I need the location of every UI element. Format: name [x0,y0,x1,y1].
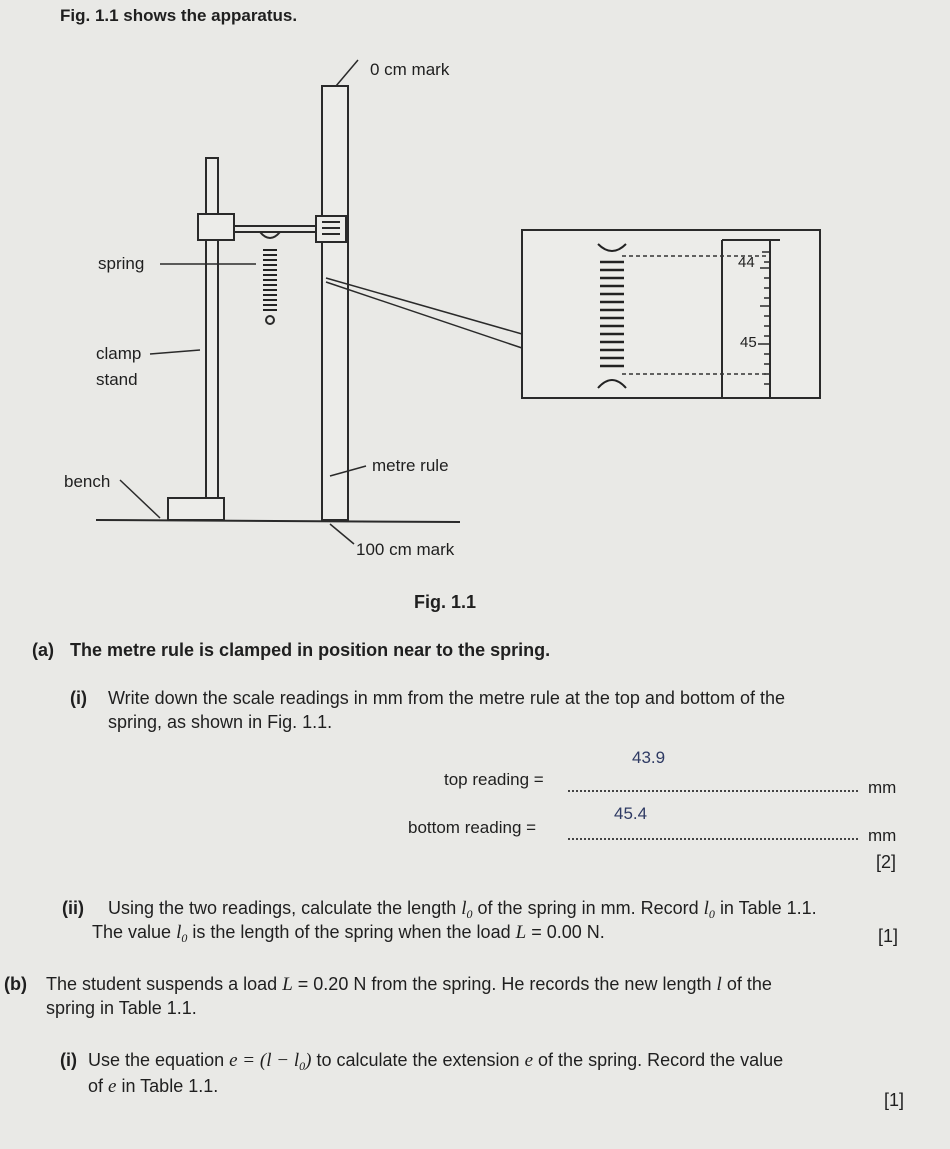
intro-text: Fig. 1.1 shows the apparatus. [60,6,298,25]
label-spring: spring [98,254,145,273]
part-b-i-label: (i) [60,1050,77,1070]
part-b-line1: The student suspends a load L = 0.20 N from the spring. He records the new length l of the [46,974,772,995]
part-a-i-marks: [2] [876,852,897,872]
part-b-i-marks: [1] [884,1090,905,1110]
top-reading-answer: 43.9 [632,748,666,767]
part-a-i-label: (i) [70,688,87,708]
symbol-e: e [524,1050,534,1071]
zoom-line-top [326,278,522,334]
leader-bench [120,480,160,518]
symbol-l0: $l_0$ [703,898,715,921]
leader-100cm [330,524,354,544]
stand-base [168,498,224,520]
bottom-reading-answer: 45.4 [614,804,648,823]
bottom-reading-answer-line [568,838,858,840]
part-a-ii-line2: The value $l_0$ is the length of the spring when the load L = 0.00 N. [92,922,605,945]
top-reading-label: top reading = [444,770,544,789]
clamp-boss [198,214,234,240]
label-stand: stand [96,370,138,389]
part-b-i-line1: Use the equation $e = (l - l_0)$ to calculate the extension e of the spring. Record the value [88,1050,784,1073]
part-a-text: The metre rule is clamped in position near to the spring. [70,640,551,660]
symbol-l0: $l_0$ [176,922,188,945]
figure-caption: Fig. 1.1 [414,592,477,612]
leader-clamp [150,350,200,354]
symbol-L: L [282,974,293,995]
label-0cm-mark: 0 cm mark [370,60,450,79]
top-reading-unit: mm [868,778,897,797]
equation: $e = (l - l_0)$ [229,1050,312,1073]
label-metre-rule: metre rule [372,456,449,475]
spring-coils [263,250,277,310]
zoom-inset [522,230,820,398]
symbol-L: L [515,922,527,943]
part-a-ii-line1: Using the two readings, calculate the length $l_0$ of the spring in mm. Record $l_0$ in Table 1.1. [108,898,817,921]
part-a-i-line2: spring, as shown in Fig. 1.1. [108,712,333,732]
bottom-reading-unit: mm [868,826,897,845]
clamp-stand-rod [206,158,218,498]
metre-rule [322,86,348,520]
leader-0cm [336,60,358,86]
label-100cm-mark: 100 cm mark [356,540,455,559]
top-reading-answer-line [568,790,858,792]
part-a-ii-label: (ii) [62,898,84,918]
symbol-l: l [716,974,722,995]
part-b-label: (b) [4,974,27,994]
bottom-reading-label: bottom reading = [408,818,537,837]
part-a-label: (a) [32,640,54,660]
part-b-line2: spring in Table 1.1. [46,998,197,1018]
bench-line [96,520,460,522]
part-b-i-line2: of e in Table 1.1. [88,1076,219,1097]
spring-hook-bottom [266,316,274,324]
scale-label-44: 44 [738,254,755,271]
part-a-i-line1: Write down the scale readings in mm from the metre rule at the top and bottom of the [108,688,786,708]
part-a-ii-marks: [1] [878,926,899,946]
scale-label-45: 45 [740,334,757,351]
symbol-e: e [108,1076,117,1097]
zoom-line-bottom [326,282,522,348]
label-clamp: clamp [96,344,142,363]
label-bench: bench [64,472,111,491]
symbol-l0: $l_0$ [461,898,473,921]
